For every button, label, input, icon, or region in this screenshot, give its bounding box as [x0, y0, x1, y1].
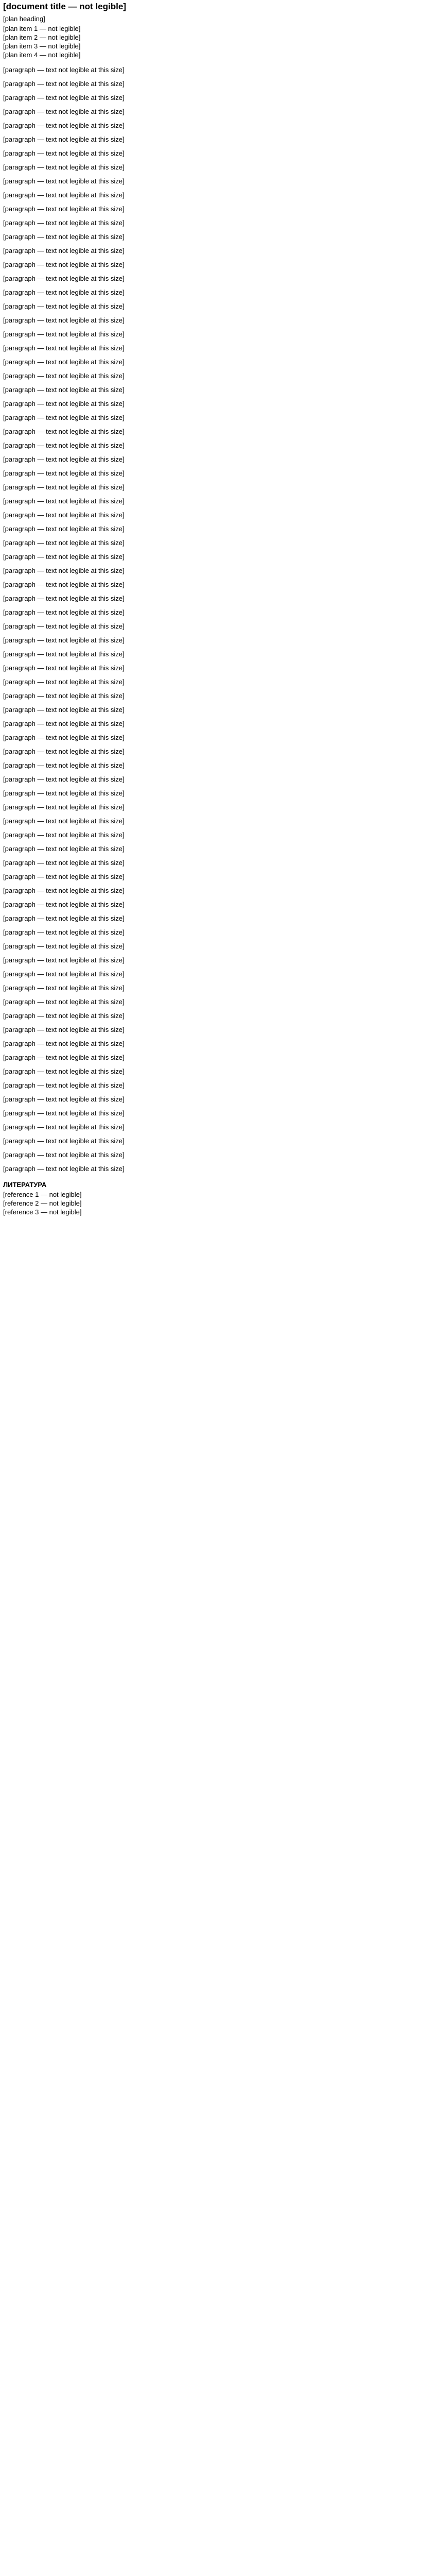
plan-item: [plan item 1 — not legible] — [3, 25, 81, 32]
paragraph: [paragraph — text not legible at this size] — [3, 706, 125, 714]
paragraph: [paragraph — text not legible at this size] — [3, 525, 125, 533]
paragraph: [paragraph — text not legible at this size] — [3, 428, 125, 435]
reference-item: [reference 2 — not legible] — [3, 1199, 82, 1207]
paragraph: [paragraph — text not legible at this size] — [3, 608, 125, 616]
paragraph: [paragraph — text not legible at this size] — [3, 998, 125, 1006]
paragraph: [paragraph — text not legible at this size] — [3, 511, 125, 519]
paragraph: [paragraph — text not legible at this size] — [3, 901, 125, 908]
document-body — [3, 65, 432, 1173]
paragraph: [paragraph — text not legible at this size] — [3, 177, 125, 185]
paragraph: [paragraph — text not legible at this size] — [3, 108, 125, 115]
references-heading: ЛИТЕРАТУРА — [3, 1181, 47, 1189]
paragraph: [paragraph — text not legible at this size] — [3, 1081, 125, 1089]
paragraph: [paragraph — text not legible at this size] — [3, 1151, 125, 1159]
paragraph: [paragraph — text not legible at this size] — [3, 316, 125, 324]
paragraph: [paragraph — text not legible at this size] — [3, 122, 125, 129]
reference-item: [reference 3 — not legible] — [3, 1208, 82, 1216]
paragraph: [paragraph — text not legible at this size] — [3, 442, 125, 449]
plan-item: [plan item 4 — not legible] — [3, 51, 81, 59]
reference-item: [reference 1 — not legible] — [3, 1191, 82, 1198]
paragraph: [paragraph — text not legible at this size] — [3, 859, 125, 867]
paragraph: [paragraph — text not legible at this size] — [3, 149, 125, 157]
paragraph: [paragraph — text not legible at this size] — [3, 247, 125, 255]
paragraph: [paragraph — text not legible at this size] — [3, 636, 125, 644]
paragraph: [paragraph — text not legible at this size] — [3, 678, 125, 686]
paragraph: [paragraph — text not legible at this size] — [3, 748, 125, 755]
plan-list — [3, 24, 432, 59]
references-list — [3, 1190, 432, 1216]
document-title: [document title — not legible] — [3, 2, 126, 11]
paragraph: [paragraph — text not legible at this size] — [3, 205, 125, 213]
paragraph: [paragraph — text not legible at this size] — [3, 1054, 125, 1061]
paragraph: [paragraph — text not legible at this size] — [3, 261, 125, 268]
paragraph: [paragraph — text not legible at this size] — [3, 163, 125, 171]
paragraph: [paragraph — text not legible at this size] — [3, 664, 125, 672]
paragraph: [paragraph — text not legible at this size] — [3, 1067, 125, 1075]
plan-item: [plan item 3 — not legible] — [3, 42, 81, 50]
paragraph: [paragraph — text not legible at this size] — [3, 497, 125, 505]
paragraph: [paragraph — text not legible at this size] — [3, 956, 125, 964]
paragraph: [paragraph — text not legible at this size] — [3, 1012, 125, 1020]
paragraph: [paragraph — text not legible at this size] — [3, 831, 125, 839]
paragraph: [paragraph — text not legible at this size] — [3, 984, 125, 992]
paragraph: [paragraph — text not legible at this size] — [3, 191, 125, 199]
paragraph: [paragraph — text not legible at this size] — [3, 1123, 125, 1131]
paragraph: [paragraph — text not legible at this size] — [3, 94, 125, 101]
paragraph: [paragraph — text not legible at this size] — [3, 650, 125, 658]
paragraph: [paragraph — text not legible at this size] — [3, 1165, 125, 1173]
paragraph: [paragraph — text not legible at this size] — [3, 80, 125, 88]
paragraph: [paragraph — text not legible at this size] — [3, 761, 125, 769]
paragraph: [paragraph — text not legible at this size] — [3, 1026, 125, 1033]
paragraph: [paragraph — text not legible at this size] — [3, 344, 125, 352]
paragraph: [paragraph — text not legible at this size] — [3, 970, 125, 978]
paragraph: [paragraph — text not legible at this size] — [3, 372, 125, 380]
paragraph: [paragraph — text not legible at this size] — [3, 553, 125, 561]
paragraph: [paragraph — text not legible at this size] — [3, 469, 125, 477]
paragraph: [paragraph — text not legible at this size] — [3, 275, 125, 282]
paragraph: [paragraph — text not legible at this size] — [3, 1095, 125, 1103]
paragraph: [paragraph — text not legible at this size] — [3, 302, 125, 310]
paragraph: [paragraph — text not legible at this size] — [3, 567, 125, 574]
paragraph: [paragraph — text not legible at this size] — [3, 803, 125, 811]
paragraph: [paragraph — text not legible at this size] — [3, 914, 125, 922]
paragraph: [paragraph — text not legible at this size] — [3, 581, 125, 588]
paragraph: [paragraph — text not legible at this size] — [3, 483, 125, 491]
paragraph: [paragraph — text not legible at this size] — [3, 539, 125, 547]
paragraph: [paragraph — text not legible at this size] — [3, 358, 125, 366]
paragraph: [paragraph — text not legible at this size] — [3, 1137, 125, 1145]
paragraph: [paragraph — text not legible at this size] — [3, 817, 125, 825]
paragraph: [paragraph — text not legible at this size] — [3, 1109, 125, 1117]
paragraph: [paragraph — text not legible at this size] — [3, 873, 125, 880]
paragraph: [paragraph — text not legible at this size] — [3, 219, 125, 227]
paragraph: [paragraph — text not legible at this size] — [3, 386, 125, 394]
paragraph: [paragraph — text not legible at this size] — [3, 289, 125, 296]
paragraph: [paragraph — text not legible at this size] — [3, 775, 125, 783]
paragraph: [paragraph — text not legible at this size] — [3, 595, 125, 602]
paragraph: [paragraph — text not legible at this size] — [3, 233, 125, 241]
paragraph: [paragraph — text not legible at this size] — [3, 66, 125, 74]
paragraph: [paragraph — text not legible at this size] — [3, 330, 125, 338]
plan-item: [plan item 2 — not legible] — [3, 33, 81, 41]
paragraph: [paragraph — text not legible at this size] — [3, 455, 125, 463]
paragraph: [paragraph — text not legible at this size] — [3, 622, 125, 630]
paragraph: [paragraph — text not legible at this size] — [3, 400, 125, 408]
paragraph: [paragraph — text not legible at this size] — [3, 1040, 125, 1047]
paragraph: [paragraph — text not legible at this size] — [3, 887, 125, 894]
paragraph: [paragraph — text not legible at this size] — [3, 789, 125, 797]
plan-heading: [plan heading] — [3, 15, 45, 23]
paragraph: [paragraph — text not legible at this size] — [3, 734, 125, 741]
paragraph: [paragraph — text not legible at this size] — [3, 942, 125, 950]
paragraph: [paragraph — text not legible at this size] — [3, 720, 125, 727]
paragraph: [paragraph — text not legible at this size] — [3, 845, 125, 853]
paragraph: [paragraph — text not legible at this size] — [3, 414, 125, 421]
paragraph: [paragraph — text not legible at this size] — [3, 928, 125, 936]
paragraph: [paragraph — text not legible at this size] — [3, 135, 125, 143]
paragraph: [paragraph — text not legible at this size] — [3, 692, 125, 700]
